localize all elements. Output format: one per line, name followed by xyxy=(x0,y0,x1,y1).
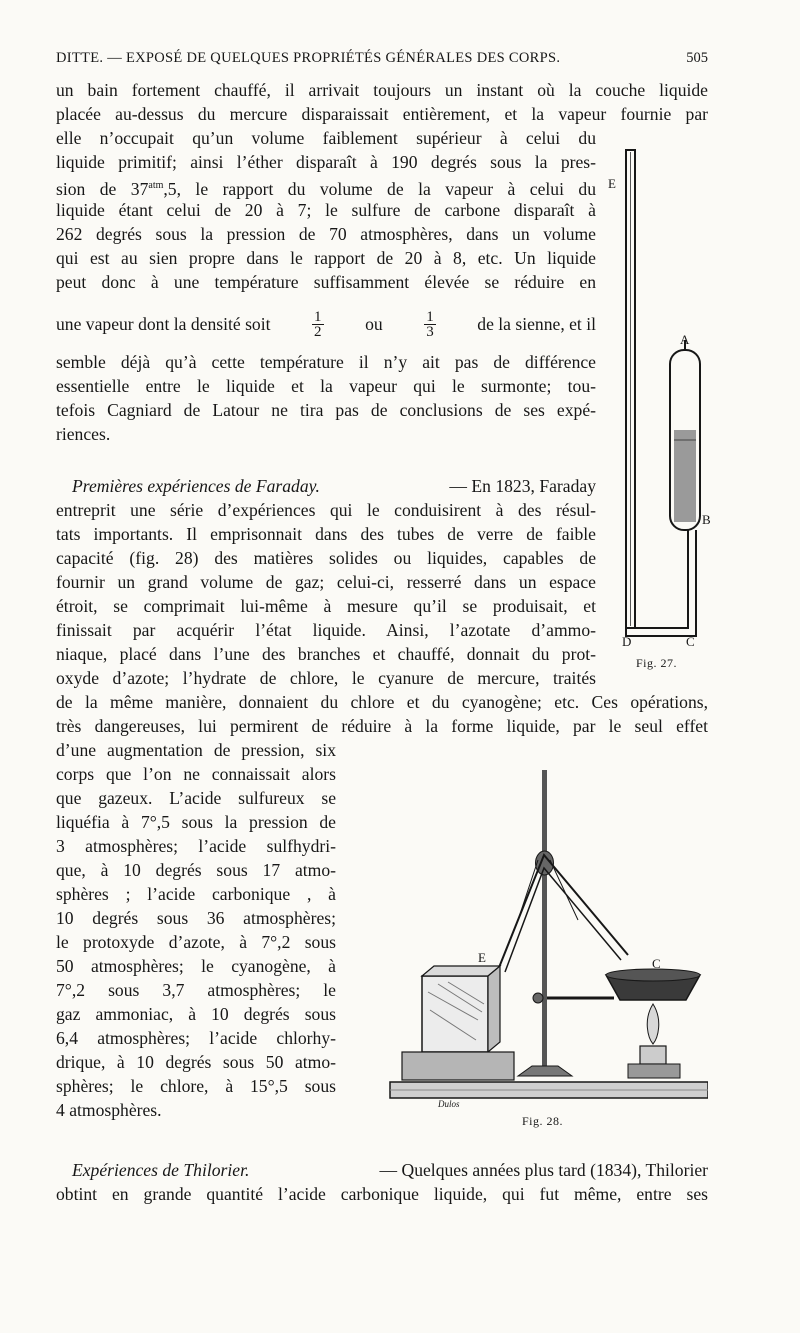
running-title: DITTE. — EXPOSÉ DE QUELQUES PROPRIÉTÉS GÉNÉRALES DES CORPS. xyxy=(56,50,561,66)
cooling-bath-side xyxy=(488,966,500,1052)
text-line: d’une augmentation de pression, six xyxy=(56,740,336,760)
stand-foot xyxy=(518,1066,572,1076)
reservoir-liquid xyxy=(674,430,696,522)
stand-rod xyxy=(542,770,547,1076)
section-heading: Premières expériences de Faraday. xyxy=(72,476,320,496)
label-a: A xyxy=(680,332,690,347)
text-line: tefois Cagniard de Latour ne tira pas de conclusions de ses expé- xyxy=(56,400,596,420)
fraction-one-third xyxy=(424,310,436,339)
label-e: E xyxy=(478,950,486,965)
figure-27 xyxy=(604,140,714,680)
text-line: sphères ; l’acide carbonique , à xyxy=(56,884,336,904)
superscript-atm: atm xyxy=(148,180,164,191)
text-line: fournir un grand volume de gaz; celui-ci, resserré dans un espace xyxy=(56,572,596,592)
text-line: tats importants. Il emprisonnait dans des tubes de verre de faible xyxy=(56,524,596,544)
spirit-lamp xyxy=(640,1046,666,1064)
faraday-apparatus-illustration xyxy=(378,760,708,1110)
text-line: placée au-dessus du mercure disparaissait entièrement, et la vapeur fournie par xyxy=(56,104,708,124)
text-fragment: de la sienne, et il xyxy=(477,314,596,334)
text-line: sphères; le chlore, à 15°,5 sous xyxy=(56,1076,336,1096)
text-line: peut donc à une température suffisamment élevée se réduire en xyxy=(56,272,596,292)
text-line: 50 atmosphères; le cyanogène, à xyxy=(56,956,336,976)
text-line: étroit, se comprimait lui-même à mesure qu’il se produisait, et xyxy=(56,596,596,616)
fraction-numerator: 1 xyxy=(426,308,434,325)
label-c: C xyxy=(652,956,661,971)
text-line: le protoxyde d’azote, à 7°,2 sous xyxy=(56,932,336,952)
text-line: que gazeux. L’acide sulfureux se xyxy=(56,788,336,808)
fraction-one-half xyxy=(312,310,324,339)
text-line: entreprit une série d’expériences qui le conduisirent à des résul- xyxy=(56,500,596,520)
section-heading: Expériences de Thilorier. xyxy=(72,1160,250,1180)
text-line: obtint en grande quantité l’acide carbonique liquide, qui fut même, entre ses xyxy=(56,1184,708,1204)
text-line: drique, à 10 degrés sous 50 atmo- xyxy=(56,1052,336,1072)
text-line: semble déjà qu’à cette température il n’y ait pas de différence xyxy=(56,352,596,372)
text-line: que, à 10 degrés sous 17 atmo- xyxy=(56,860,336,880)
text-line: riences. xyxy=(56,424,111,444)
arm-clamp xyxy=(533,993,543,1003)
text-fragment: — En 1823, Faraday xyxy=(449,476,596,496)
text-line: gaz ammoniac, à 10 degrés sous xyxy=(56,1004,336,1024)
text-line: très dangereuses, lui permirent de réduire à la forme liquide, par le seul effet xyxy=(56,716,708,736)
engraver-signature: Dulos xyxy=(438,1099,460,1109)
text-fragment: — Quelques années plus tard (1834), Thilorier xyxy=(379,1160,708,1180)
bent-glass-tube-inner xyxy=(505,868,621,972)
running-header xyxy=(56,50,708,70)
text-line: oxyde d’azote; l’hydrate de chlore, le cyanure de mercure, traités xyxy=(56,668,596,688)
text-line: essentielle entre le liquide et la vapeur qui le surmonte; tou- xyxy=(56,376,596,396)
fraction-line xyxy=(56,300,596,348)
cooling-bath xyxy=(422,976,488,1052)
label-b: B xyxy=(702,512,711,527)
text-line: capacité (fig. 28) des matières solides ou liquides, capables de xyxy=(56,548,596,568)
flame xyxy=(647,1004,659,1044)
text-line: qui est au sien propre dans le rapport de 20 à 8, etc. Un liquide xyxy=(56,248,596,268)
text-line: corps que l’on ne connaissait alors xyxy=(56,764,336,784)
lamp-stand xyxy=(628,1064,680,1078)
bent-glass-tube xyxy=(498,855,628,970)
text-line: 4 atmosphères. xyxy=(56,1100,162,1120)
section-heading-line xyxy=(72,1158,708,1182)
text-line: liquide primitif; ainsi l’éther disparaît à 190 degrés sous la pres- xyxy=(56,152,596,172)
text-line: 6,4 atmosphères; l’acide chlorhy- xyxy=(56,1028,336,1048)
page-number: 505 xyxy=(686,50,708,66)
text-line: 3 atmosphères; l’acide sulfhydri- xyxy=(56,836,336,856)
text-line: de la même manière, donnaient du chlore et du cyanogène; etc. Ces opérations, xyxy=(56,692,708,712)
text-line: elle n’occupait qu’un volume faiblement supérieur à celui du xyxy=(56,128,596,148)
bath-pedestal xyxy=(402,1052,514,1080)
text-fragment: sion de 37 xyxy=(56,178,149,199)
cooling-bath-top xyxy=(422,966,500,976)
text-line: 7°,2 sous 3,7 atmosphères; le xyxy=(56,980,336,1000)
text-line: liquéfia à 7°,5 sous la pression de xyxy=(56,812,336,832)
text-fragment: ou xyxy=(365,314,383,334)
fraction-numerator: 1 xyxy=(314,308,322,325)
bent-tube-illustration xyxy=(604,140,714,680)
text-line: niaque, placé dans l’une des branches et chauffé, donnait du prot- xyxy=(56,644,596,664)
text-line: finissait par acquérir l’état liquide. Ainsi, l’azotate d’ammo- xyxy=(56,620,596,640)
label-d: D xyxy=(622,634,632,649)
tube-bend-inner xyxy=(635,530,688,628)
tube-bend-dc xyxy=(626,530,696,636)
label-e: E xyxy=(608,176,616,191)
figure-28 xyxy=(378,760,708,1140)
figure-27-caption: Fig. 27. xyxy=(636,656,678,670)
text-line: 262 degrés sous la pression de 70 atmosphères, dans un volume xyxy=(56,224,596,244)
label-c: C xyxy=(686,634,695,649)
fraction-denominator: 2 xyxy=(314,323,322,340)
text-line: un bain fortement chauffé, il arrivait toujours un instant où la couche liquide xyxy=(56,80,708,100)
text-line: 10 degrés sous 36 atmosphères; xyxy=(56,908,336,928)
text-line: liquide étant celui de 20 à 7; le sulfure de carbone disparaît à xyxy=(56,200,596,220)
text-line xyxy=(56,174,596,201)
text-fragment: une vapeur dont la densité soit xyxy=(56,314,271,334)
text-fragment: ,5, le rapport du volume de la vapeur à celui du xyxy=(163,178,596,199)
fraction-denominator: 3 xyxy=(426,323,434,340)
section-heading-line xyxy=(72,474,596,498)
figure-28-caption: Fig. 28. xyxy=(522,1114,564,1128)
